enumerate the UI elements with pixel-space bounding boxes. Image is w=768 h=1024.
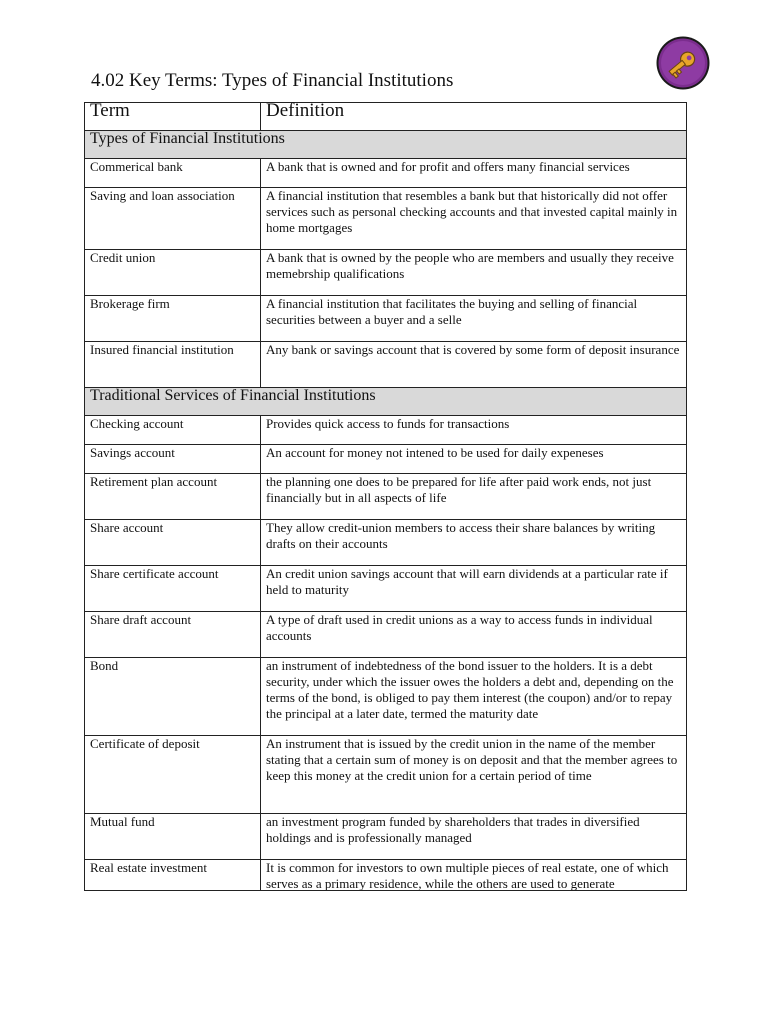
table-row	[85, 736, 687, 814]
definition-cell: A financial institution that resembles a bank but that historically did not offer services such as personal checking accounts and that invested capital mainly in home mortgages	[261, 188, 687, 250]
section-header-row	[85, 388, 687, 416]
term-cell: Mutual fund	[85, 814, 261, 860]
table-row	[85, 416, 687, 445]
term-column-header: Term	[85, 103, 261, 131]
definition-column-header: Definition	[261, 103, 687, 131]
table-row	[85, 860, 687, 891]
definition-cell: Any bank or savings account that is covered by some form of deposit insurance	[261, 342, 687, 388]
definition-cell: an investment program funded by shareholders that trades in diversified holdings and is professionally managed	[261, 814, 687, 860]
term-cell: Savings account	[85, 445, 261, 474]
table-row	[85, 612, 687, 658]
definition-cell: An credit union savings account that will earn dividends at a particular rate if held to maturity	[261, 566, 687, 612]
table-row	[85, 520, 687, 566]
term-cell: Bond	[85, 658, 261, 736]
definition-text: It is common for investors to own multiple pieces of real estate, one of which serves as a primary residence, while the others are used to generate	[266, 860, 669, 890]
section-title: Traditional Services of Financial Institutions	[85, 388, 687, 416]
term-cell: Share certificate account	[85, 566, 261, 612]
table-row	[85, 296, 687, 342]
definition-cell: an instrument of indebtedness of the bond issuer to the holders. It is a debt security, under which the issuer owes the holders a debt and, depending on the terms of the bond, is obliged to pay them interest (the coupon) and/or to repay the principal at a later date, termed the maturity date	[261, 658, 687, 736]
definition-cell: A financial institution that facilitates the buying and selling of financial securities between a buyer and a selle	[261, 296, 687, 342]
definition-cell: They allow credit-union members to access their share balances by writing drafts on their accounts	[261, 520, 687, 566]
section-header-row	[85, 131, 687, 159]
definition-cell: A bank that is owned and for profit and offers many financial services	[261, 159, 687, 188]
table-row	[85, 658, 687, 736]
term-cell: Checking account	[85, 416, 261, 445]
page-title: 4.02 Key Terms: Types of Financial Institutions	[91, 70, 454, 91]
key-terms-table	[84, 102, 687, 891]
term-cell: Real estate investment	[85, 860, 261, 891]
table-row	[85, 342, 687, 388]
key-icon	[655, 35, 711, 91]
definition-cell: A type of draft used in credit unions as a way to access funds in individual accounts	[261, 612, 687, 658]
definition-cell: An account for money not intened to be used for daily expeneses	[261, 445, 687, 474]
table-row	[85, 250, 687, 296]
table-row	[85, 814, 687, 860]
term-cell: Certificate of deposit	[85, 736, 261, 814]
term-cell: Insured financial institution	[85, 342, 261, 388]
term-cell: Share account	[85, 520, 261, 566]
table-row	[85, 445, 687, 474]
term-cell: Saving and loan association	[85, 188, 261, 250]
definition-cell: Provides quick access to funds for transactions	[261, 416, 687, 445]
term-cell: Brokerage firm	[85, 296, 261, 342]
definition-cell: An instrument that is issued by the credit union in the name of the member stating that a certain sum of money is on deposit and that the member agrees to keep this money at the credit union for a certain period of time	[261, 736, 687, 814]
definition-cell	[261, 860, 687, 891]
term-cell: Retirement plan account	[85, 474, 261, 520]
term-cell: Share draft account	[85, 612, 261, 658]
table-row	[85, 188, 687, 250]
section-title: Types of Financial Institutions	[85, 131, 687, 159]
definition-cell: the planning one does to be prepared for life after paid work ends, not just financially but in all aspects of life	[261, 474, 687, 520]
table-row	[85, 159, 687, 188]
definition-cell: A bank that is owned by the people who are members and usually they receive memebrship qualifications	[261, 250, 687, 296]
table-row	[85, 474, 687, 520]
term-cell: Credit union	[85, 250, 261, 296]
term-cell: Commerical bank	[85, 159, 261, 188]
table-row	[85, 566, 687, 612]
table-header-row	[85, 103, 687, 131]
